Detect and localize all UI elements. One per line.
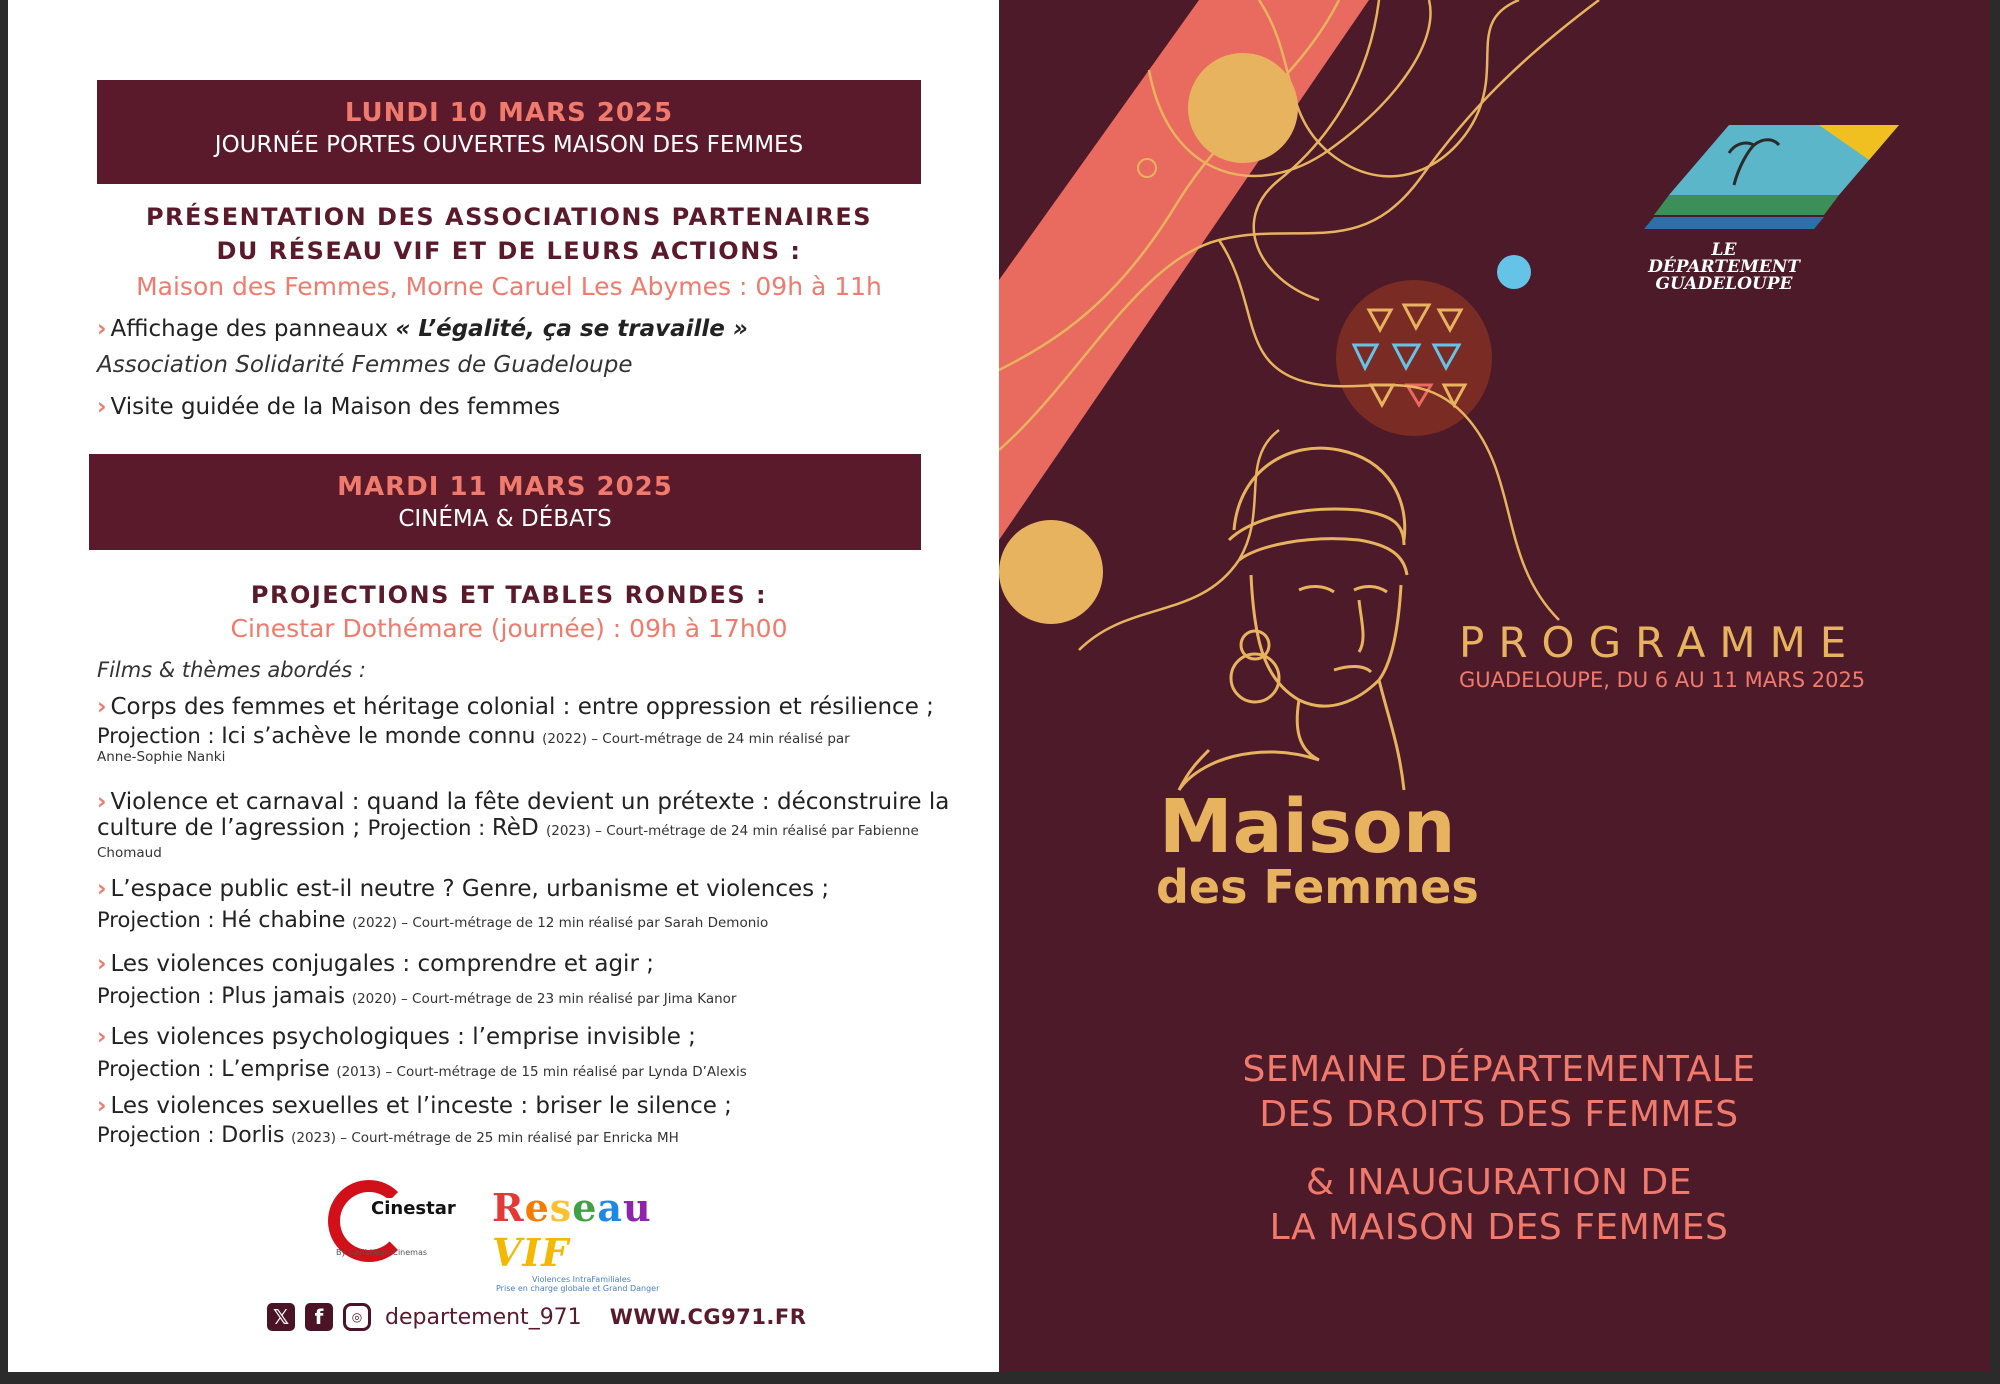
theme-item [97, 950, 957, 978]
semaine-line2: DES DROITS DES FEMMES [1259, 1094, 1739, 1135]
theme-item [97, 1023, 957, 1051]
day1-item-1 [97, 315, 957, 343]
projection-label: Projection : [97, 724, 222, 748]
cover-page [999, 0, 1990, 1372]
theme-text: L’espace public est-il neutre ? Genre, urbanisme et violences ; [110, 876, 830, 902]
chevron-right-icon: › [97, 316, 107, 342]
theme-item [97, 875, 957, 903]
vif-letter: a [597, 1185, 623, 1230]
film-title: RèD [491, 815, 539, 841]
reseau-vif-sub1: Violences IntraFamiliales [532, 1275, 631, 1284]
projection-label: Projection : [367, 816, 492, 840]
reseau-vif-logo [492, 1185, 672, 1293]
social-handle[interactable]: departement_971 [385, 1304, 582, 1330]
chevron-right-icon: › [97, 876, 107, 902]
reseau-vif-title [492, 1185, 672, 1275]
film-detail: (2023) – Court-métrage de 25 min réalisé par Enricka MH [291, 1130, 679, 1146]
day1-date: LUNDI 10 MARS 2025 [344, 98, 674, 128]
day2-heading: PROJECTIONS ET TABLES RONDES : [250, 581, 768, 609]
projection-line [97, 1121, 957, 1152]
frame-left [0, 0, 8, 1384]
vif-letter: s [549, 1185, 573, 1230]
blue-dot [1497, 255, 1531, 289]
film-detail: (2020) – Court-métrage de 23 min réalisé par Jima Kanor [351, 991, 737, 1007]
vif-letter: e [524, 1185, 550, 1230]
reseau-vif-sub2: Prise en charge globale et Grand Danger [496, 1284, 660, 1293]
vif-letter: u [623, 1185, 652, 1230]
theme-text: Corps des femmes et héritage colonial : entre oppression et résilience ; [110, 694, 934, 720]
program-page [8, 0, 999, 1372]
film-detail: (2022) – Court-métrage de 12 min réalisé par Sarah Demonio [352, 915, 769, 931]
projection-line [97, 814, 957, 845]
projection-label: Projection : [97, 984, 222, 1008]
day2-banner [89, 454, 921, 550]
theme-item [97, 693, 957, 721]
chevron-right-icon: › [97, 1024, 107, 1050]
film-title: Ici s’achève le monde connu [221, 724, 536, 749]
projection-label: Projection : [97, 1123, 222, 1147]
semaine-title [1199, 1047, 1799, 1137]
day1-heading-line1: PRÉSENTATION DES ASSOCIATIONS PARTENAIRES [145, 203, 873, 231]
facebook-icon[interactable]: f [305, 1303, 333, 1331]
logo-sea [1644, 217, 1824, 229]
frame-right [1990, 0, 2000, 1384]
woman-portrait [1179, 448, 1407, 790]
theme-item [97, 1092, 957, 1120]
vif-word: VIF [492, 1230, 570, 1275]
day1-heading-line2: DU RÉSEAU VIF ET DE LEURS ACTIONS : [216, 237, 802, 265]
projection-label: Projection : [97, 908, 222, 932]
inauguration-line2: LA MAISON DES FEMMES [1269, 1207, 1729, 1248]
day1-item-1-assoc: Association Solidarité Femmes de Guadeloupe [97, 352, 633, 378]
film-title: L’emprise [221, 1057, 330, 1082]
gold-circle-top [1188, 53, 1298, 163]
departement-line1: LE DÉPARTEMENT [1648, 240, 1800, 277]
logo-land [1654, 195, 1839, 215]
maison-title: Maison [1159, 784, 1456, 870]
theme-item [97, 788, 957, 816]
inauguration-title [1199, 1160, 1799, 1250]
day1-place: Maison des Femmes, Morne Caruel Les Abymes : 09h à 11h [136, 272, 882, 301]
chevron-right-icon: › [97, 394, 107, 420]
x-icon[interactable]: 𝕏 [267, 1303, 295, 1331]
gold-circle-left [999, 520, 1103, 624]
programme-dates: GUADELOUPE, DU 6 AU 11 MARS 2025 [1459, 668, 1866, 692]
theme-text-cont: culture de l’agression ; [97, 815, 361, 841]
film-detail: (2013) – Court-métrage de 15 min réalisé par Lynda D’Alexis [336, 1064, 747, 1080]
day1-heading [97, 200, 921, 268]
instagram-icon[interactable]: ◎ [343, 1303, 371, 1331]
film-director: Chomaud [97, 845, 162, 861]
projection-line [97, 982, 957, 1013]
programme-title: PROGRAMME [1459, 618, 1861, 667]
departement-name [1639, 242, 1809, 293]
themes-label: Films & thèmes abordés : [97, 658, 366, 682]
website-link[interactable]: WWW.CG971.FR [609, 1305, 807, 1329]
film-detail: (2023) – Court-métrage de 24 min réalisé par Fabienne [545, 823, 919, 839]
frame-bottom [0, 1372, 2000, 1384]
theme-text: Les violences conjugales : comprendre et agir ; [110, 951, 654, 977]
theme-text: Les violences psychologiques : l’emprise invisible ; [110, 1024, 696, 1050]
projection-line [97, 906, 957, 937]
departement-line2: GUADELOUPE [1655, 274, 1793, 294]
film-director: Anne-Sophie Nanki [97, 749, 226, 765]
chevron-right-icon: › [97, 1093, 107, 1119]
cinestar-tagline: By Caribbean Cinemas [336, 1248, 428, 1257]
projection-label: Projection : [97, 1057, 222, 1081]
chevron-right-icon: › [97, 694, 107, 720]
theme-text: Les violences sexuelles et l’inceste : briser le silence ; [110, 1093, 732, 1119]
day2-subtitle: CINÉMA & DÉBATS [398, 506, 612, 532]
inauguration-line1: & INAUGURATION DE [1306, 1162, 1692, 1203]
semaine-line1: SEMAINE DÉPARTEMENTALE [1242, 1049, 1756, 1090]
theme-text: Violence et carnaval : quand la fête devient un prétexte : déconstruire la [110, 789, 950, 815]
projection-line [97, 1055, 957, 1086]
day1-subtitle: JOURNÉE PORTES OUVERTES MAISON DES FEMMES [214, 132, 804, 158]
item-quote: « L’égalité, ça se travaille » [395, 316, 748, 342]
cinestar-name: Cinestar [368, 1198, 459, 1219]
day2-date: MARDI 11 MARS 2025 [337, 472, 673, 502]
cinestar-logo [328, 1180, 458, 1260]
item-text: Visite guidée de la Maison des femmes [110, 394, 561, 420]
coral-diagonal-band [999, 0, 1369, 540]
chevron-right-icon: › [97, 789, 107, 815]
film-title: Hé chabine [221, 908, 346, 933]
social-footer [267, 1300, 806, 1334]
vif-letter: e [572, 1185, 598, 1230]
film-detail: (2022) – Court-métrage de 24 min réalisé par [542, 731, 850, 747]
item-text: Affichage des panneaux [110, 316, 396, 342]
day1-banner [97, 80, 921, 184]
day1-item-2 [97, 393, 957, 421]
chevron-right-icon: › [97, 951, 107, 977]
film-title: Plus jamais [221, 984, 346, 1009]
maison-subtitle: des Femmes [1156, 860, 1479, 914]
vif-letter: R [492, 1185, 525, 1230]
film-title: Dorlis [221, 1123, 285, 1148]
day2-place: Cinestar Dothémare (journée) : 09h à 17h00 [230, 614, 788, 643]
